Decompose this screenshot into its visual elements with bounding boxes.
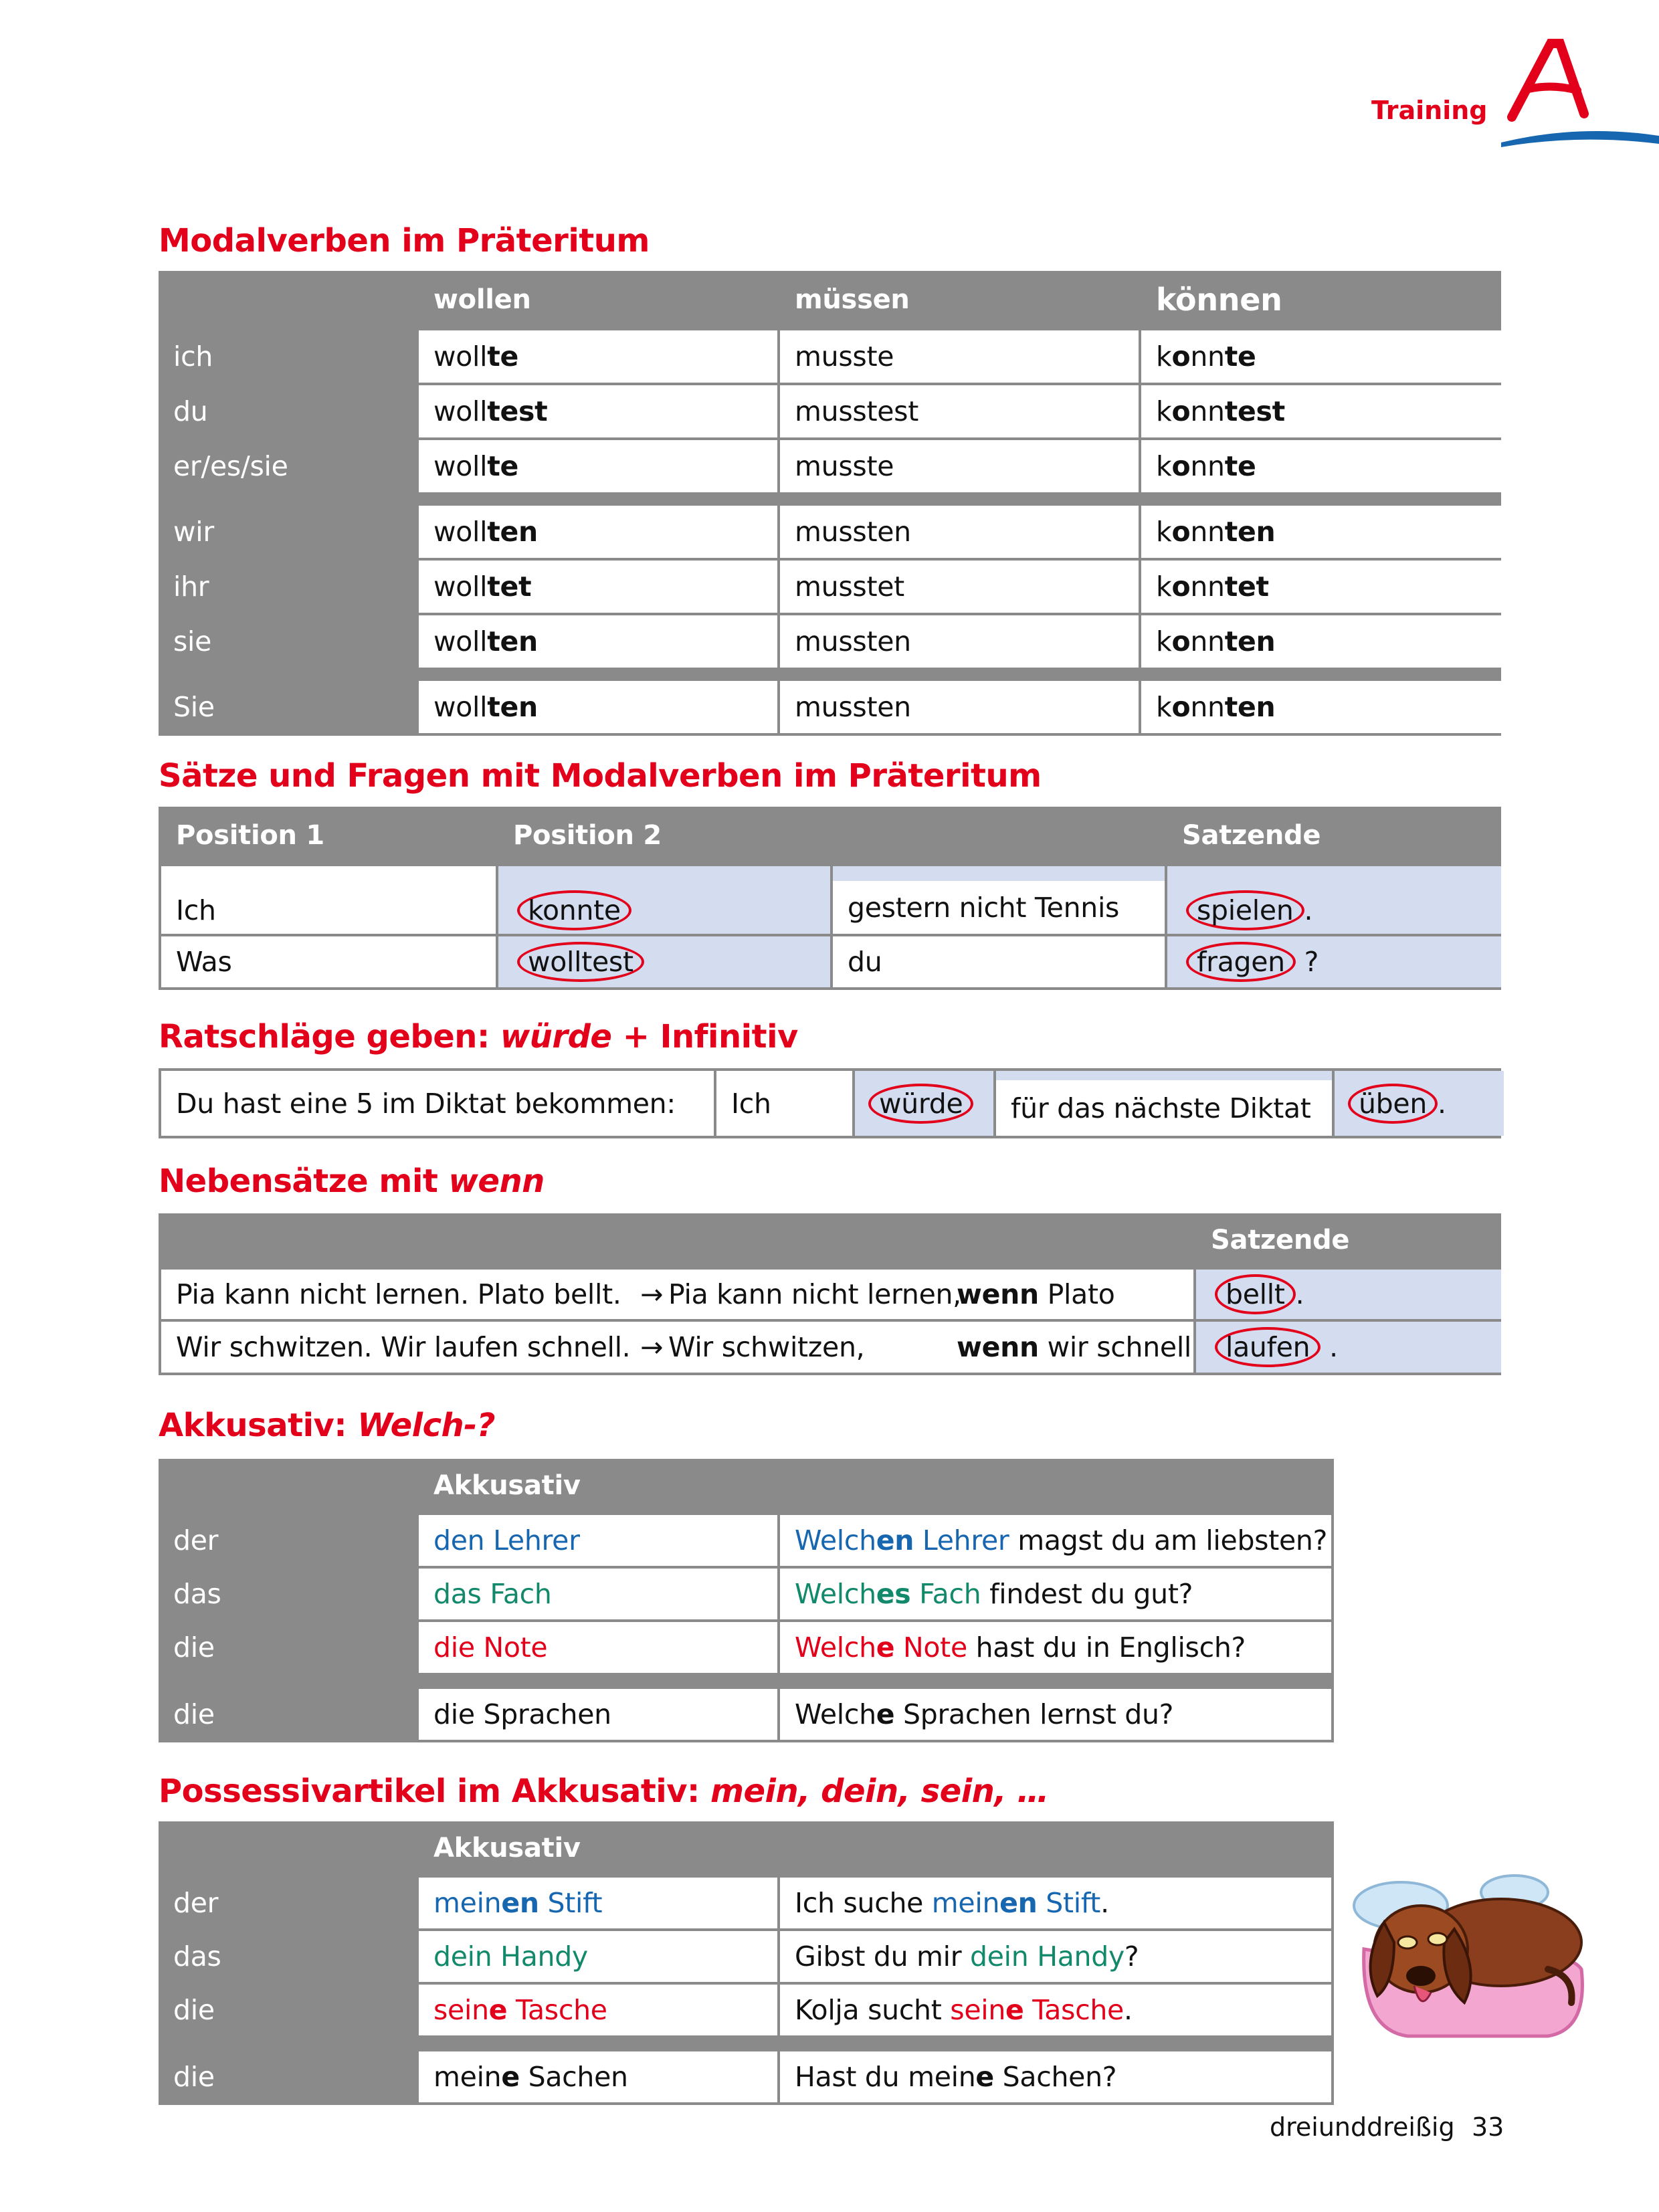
- text-segment: Sachen: [519, 2061, 628, 2093]
- title-part: wenn: [448, 1163, 545, 1200]
- text-segment: te: [487, 450, 519, 482]
- example-sentence-cell: [780, 1689, 1331, 1740]
- example-sentence-cell: [780, 1515, 1331, 1566]
- akkusativ-phrase-cell: [419, 1689, 777, 1740]
- group-separator: [780, 2038, 1331, 2049]
- text-segment: .: [1100, 1887, 1109, 1919]
- text-segment: mussten: [795, 625, 911, 658]
- text-segment: tet: [1224, 571, 1269, 603]
- text-segment: .: [1304, 894, 1313, 926]
- text-segment: wenn: [957, 1331, 1039, 1363]
- text-segment: o: [1171, 340, 1191, 373]
- text-segment: Sprachen lernst du?: [894, 1698, 1174, 1730]
- group-separator: [419, 670, 777, 678]
- column-header: Position 2: [513, 819, 662, 851]
- title-part: + Infinitiv: [611, 1018, 798, 1055]
- row-label-pronoun: du: [173, 395, 208, 427]
- akkusativ-phrase-cell: [419, 1622, 777, 1673]
- row-label-article: der: [173, 1887, 219, 1919]
- column-header: können: [1156, 281, 1282, 318]
- section-title-nebensaetze: [159, 1163, 545, 1200]
- wuerde-table: [159, 1068, 1501, 1138]
- text-segment: mein: [931, 1887, 1000, 1919]
- cell-satzende: [1167, 866, 1501, 934]
- cell-infinitiv: [1335, 1071, 1504, 1136]
- text-segment: hast du in Englisch?: [967, 1631, 1246, 1664]
- cell-subject: Ich: [716, 1071, 852, 1136]
- text-segment: ten: [1224, 691, 1276, 723]
- conjugation-cell: [419, 440, 777, 492]
- text-segment: o: [1171, 395, 1191, 427]
- cell-position1: Ich: [161, 866, 496, 934]
- text-segment: Stift: [1037, 1887, 1101, 1919]
- row-label-pronoun: ihr: [173, 571, 209, 603]
- text-segment: nn: [1190, 450, 1225, 482]
- conjugation-cell: [780, 385, 1139, 437]
- text-segment: mussten: [795, 516, 911, 548]
- text-segment: woll: [433, 625, 488, 658]
- cell-position2: [498, 936, 830, 987]
- text-segment: wenn: [957, 1278, 1039, 1310]
- example-sentence-cell: [780, 2051, 1331, 2102]
- text-segment: .: [1295, 1278, 1304, 1310]
- example-sentence-cell: [780, 1931, 1331, 1982]
- text-segment: o: [1171, 625, 1191, 658]
- main-clause: Pia kann nicht lernen,: [668, 1278, 961, 1310]
- title-part: Ratschläge geben:: [159, 1018, 500, 1055]
- title-part: Possessivartikel im Akkusativ:: [159, 1773, 710, 1810]
- text-segment: e: [1005, 1994, 1024, 2026]
- text-segment: test: [487, 395, 548, 427]
- header-empty: [833, 807, 1165, 864]
- header-empty: [159, 1821, 416, 1875]
- column-header: Akkusativ: [433, 1833, 581, 1864]
- text-segment: o: [1171, 571, 1191, 603]
- row-label-pronoun: sie: [173, 625, 212, 658]
- row-label-article: der: [173, 1524, 219, 1556]
- text-segment: te: [487, 340, 519, 373]
- group-separator: [1141, 670, 1501, 678]
- conjugation-cell: [780, 615, 1139, 668]
- conjugation-cell: [1141, 330, 1501, 383]
- text-segment: Welch: [795, 1631, 876, 1664]
- text-segment: mein: [433, 2061, 502, 2093]
- text-segment: sein: [950, 1994, 1006, 2026]
- text-segment: musstest: [795, 395, 918, 427]
- conjugation-cell: [1141, 440, 1501, 492]
- text-segment: es: [876, 1578, 911, 1610]
- text-segment: das Fach: [433, 1578, 552, 1610]
- group-separator: [780, 1676, 1331, 1686]
- cell-wuerde: [855, 1071, 993, 1136]
- text-segment: dein Handy: [433, 1940, 588, 1973]
- circled-word: spielen: [1186, 890, 1304, 930]
- conjugation-cell: [780, 681, 1139, 733]
- text-segment: Plato: [1038, 1278, 1115, 1310]
- akkusativ-phrase-cell: [419, 1985, 777, 2035]
- conjugation-cell: [419, 330, 777, 383]
- header-empty: [161, 1213, 1193, 1267]
- row-label-article: die: [173, 1631, 215, 1664]
- cell-middle: du: [833, 936, 1165, 987]
- section-title-modalverben: Modalverben im Präteritum: [159, 222, 650, 260]
- group-separator: [159, 1676, 416, 1686]
- text-segment: woll: [433, 395, 488, 427]
- example-sentence-cell: [780, 1569, 1331, 1619]
- column-header: Satzende: [1182, 819, 1321, 851]
- conjugation-cell: [1141, 506, 1501, 558]
- text-segment: k: [1156, 450, 1172, 482]
- text-segment: ?: [1124, 1940, 1139, 1973]
- circled-word: konnte: [517, 890, 631, 930]
- text-segment: o: [1171, 516, 1191, 548]
- text-segment: wir schnell: [1038, 1331, 1192, 1363]
- conjugation-cell: [1141, 681, 1501, 733]
- original-sentences: Wir schwitzen. Wir laufen schnell.: [176, 1331, 631, 1363]
- main-clause: Wir schwitzen,: [668, 1331, 865, 1363]
- section-title-saetze-fragen: Sätze und Fragen mit Modalverben im Präteritum: [159, 757, 1042, 795]
- text-segment: Kolja sucht: [795, 1994, 951, 2026]
- text-segment: test: [1224, 395, 1285, 427]
- text-segment: e: [876, 1631, 895, 1664]
- text-segment: nn: [1190, 395, 1225, 427]
- text-segment: sein: [433, 1994, 489, 2026]
- text-segment: Tasche: [1023, 1994, 1124, 2026]
- header-empty: [159, 1459, 416, 1512]
- position-table: [159, 807, 1501, 990]
- text-segment: Fach: [910, 1578, 981, 1610]
- text-segment: woll: [433, 450, 488, 482]
- circled-word: laufen: [1215, 1327, 1321, 1367]
- cell-position2: [498, 866, 830, 934]
- akkusativ-phrase-cell: [419, 1878, 777, 1928]
- possessiv-table: [159, 1821, 1334, 2105]
- group-separator: [159, 495, 416, 503]
- text-segment: Hast du mein: [795, 2061, 976, 2093]
- text-segment: die Note: [433, 1631, 548, 1664]
- cell-position1: Was: [161, 936, 496, 987]
- group-separator: [159, 670, 416, 678]
- text-segment: ten: [487, 516, 538, 548]
- cell-situation: Du hast eine 5 im Diktat bekommen:: [161, 1071, 714, 1136]
- row-label-article: das: [173, 1578, 221, 1610]
- text-segment: e: [501, 2061, 520, 2093]
- text-segment: nn: [1190, 516, 1225, 548]
- group-separator: [419, 495, 777, 503]
- group-separator: [780, 670, 1139, 678]
- text-segment: musste: [795, 450, 894, 482]
- text-segment: en: [501, 1887, 539, 1919]
- text-segment: woll: [433, 340, 488, 373]
- text-segment: musstet: [795, 571, 904, 603]
- group-separator: [159, 2038, 416, 2049]
- row-label-article: die: [173, 1994, 215, 2026]
- text-segment: .: [1438, 1087, 1446, 1120]
- text-segment: e: [488, 1994, 508, 2026]
- welch-table: [159, 1459, 1334, 1742]
- text-segment: Lehrer: [914, 1524, 1009, 1556]
- group-separator: [419, 2038, 777, 2049]
- text-segment: mein: [433, 1887, 502, 1919]
- modalverben-table: [159, 271, 1501, 736]
- akkusativ-phrase-cell: [419, 2051, 777, 2102]
- arrow-icon: →: [640, 1278, 664, 1310]
- wenn-table: [159, 1213, 1501, 1375]
- text-segment: nn: [1190, 691, 1225, 723]
- header-empty: [780, 1821, 1331, 1875]
- text-segment: tet: [487, 571, 532, 603]
- text-segment: o: [1171, 691, 1191, 723]
- text-segment: e: [975, 2061, 994, 2093]
- original-sentences: Pia kann nicht lernen. Plato bellt.: [176, 1278, 621, 1310]
- text-segment: .: [1321, 1331, 1338, 1363]
- title-part: Akkusativ:: [159, 1407, 358, 1444]
- column-header: Akkusativ: [433, 1470, 581, 1501]
- text-segment: Tasche: [507, 1994, 607, 2026]
- example-sentence-cell: [780, 1622, 1331, 1673]
- row-label-article: die: [173, 1698, 215, 1730]
- circled-word: fragen: [1186, 942, 1296, 982]
- cell-object: [996, 1071, 1332, 1136]
- text-segment: ten: [487, 691, 538, 723]
- title-part: würde: [500, 1018, 612, 1055]
- text-segment: magst du am liebsten?: [1009, 1524, 1328, 1556]
- row-label-pronoun: er/es/sie: [173, 450, 288, 482]
- wenn-clause: [957, 1278, 1115, 1310]
- text-segment: .: [1123, 1994, 1133, 2026]
- wenn-clause: [957, 1331, 1191, 1363]
- text-segment: k: [1156, 571, 1172, 603]
- text-segment: k: [1156, 625, 1172, 658]
- row-label-article: das: [173, 1940, 221, 1973]
- text-segment: en: [876, 1524, 914, 1556]
- text-segment: woll: [433, 691, 488, 723]
- akkusativ-phrase-cell: [419, 1515, 777, 1566]
- text-segment: nn: [1190, 571, 1225, 603]
- text-segment: k: [1156, 395, 1172, 427]
- text-segment: k: [1156, 340, 1172, 373]
- text-segment: Note: [894, 1631, 967, 1664]
- conjugation-cell: [419, 681, 777, 733]
- text-segment: k: [1156, 691, 1172, 723]
- conjugation-cell: [780, 561, 1139, 613]
- text-segment: musste: [795, 340, 894, 373]
- publisher-logo: [1498, 37, 1659, 147]
- text-segment: Welch: [795, 1578, 876, 1610]
- sentence-cell: [161, 1270, 1193, 1319]
- cell-middle-text: gestern nicht Tennis: [833, 881, 1165, 934]
- text-segment: te: [1224, 340, 1256, 373]
- text-segment: nn: [1190, 340, 1225, 373]
- group-separator: [780, 495, 1139, 503]
- text-segment: en: [999, 1887, 1038, 1919]
- circled-word: wolltest: [517, 942, 644, 982]
- page-number: 33: [1472, 2112, 1504, 2142]
- text-segment: ten: [1224, 516, 1276, 548]
- column-header: Satzende: [1211, 1225, 1350, 1255]
- text-segment: nn: [1190, 625, 1225, 658]
- arrow-icon: →: [640, 1331, 664, 1363]
- akkusativ-phrase-cell: [419, 1569, 777, 1619]
- text-segment: Gibst du mir: [795, 1940, 971, 1973]
- text-segment: ?: [1295, 946, 1319, 978]
- text-segment: te: [1224, 450, 1256, 482]
- page-number-word: dreiunddreißig: [1270, 2112, 1455, 2142]
- text-segment: woll: [433, 516, 488, 548]
- title-part: Welch-?: [357, 1407, 495, 1444]
- circled-word: würde: [868, 1084, 973, 1124]
- text-segment: k: [1156, 516, 1172, 548]
- row-label-article: die: [173, 2061, 215, 2093]
- row-label-pronoun: wir: [173, 516, 214, 548]
- section-title-akkusativ-welch: [159, 1407, 495, 1444]
- title-part: Nebensätze mit: [159, 1163, 449, 1200]
- circled-word: üben: [1348, 1084, 1438, 1124]
- column-header: müssen: [795, 284, 910, 315]
- text-segment: Ich suche: [795, 1887, 932, 1919]
- sentence-cell: [161, 1322, 1193, 1373]
- text-segment: Welch: [795, 1524, 876, 1556]
- text-segment: o: [1171, 450, 1191, 482]
- conjugation-cell: [1141, 561, 1501, 613]
- text-segment: den Lehrer: [433, 1524, 580, 1556]
- header-empty: [780, 1459, 1331, 1512]
- group-separator: [419, 1676, 777, 1686]
- conjugation-cell: [419, 506, 777, 558]
- text-segment: ten: [1224, 625, 1276, 658]
- column-header: Position 1: [176, 819, 324, 851]
- row-label-pronoun: ich: [173, 340, 213, 373]
- conjugation-cell: [1141, 385, 1501, 437]
- satzende-cell: [1196, 1322, 1501, 1373]
- text-segment: die Sprachen: [433, 1698, 611, 1730]
- dog-on-cushion-illustration: [1347, 1869, 1598, 2049]
- conjugation-cell: [419, 561, 777, 613]
- conjugation-cell: [1141, 615, 1501, 668]
- conjugation-cell: [780, 330, 1139, 383]
- akkusativ-phrase-cell: [419, 1931, 777, 1982]
- circled-word: bellt: [1215, 1274, 1296, 1314]
- conjugation-cell: [780, 440, 1139, 492]
- title-part: mein, dein, sein, …: [710, 1773, 1049, 1810]
- text-segment: e: [876, 1698, 895, 1730]
- section-title-ratschlaege: [159, 1018, 798, 1055]
- text-segment: dein Handy: [970, 1940, 1125, 1973]
- cell-middle: [833, 866, 1165, 934]
- text-segment: findest du gut?: [981, 1578, 1193, 1610]
- text-segment: mussten: [795, 691, 911, 723]
- header-empty: [159, 271, 416, 328]
- conjugation-cell: [780, 506, 1139, 558]
- cell-object-text: für das nächste Diktat: [996, 1080, 1332, 1136]
- example-sentence-cell: [780, 1878, 1331, 1928]
- cell-satzende: [1167, 936, 1501, 987]
- text-segment: Welch: [795, 1698, 876, 1730]
- row-label-pronoun: Sie: [173, 691, 215, 723]
- example-sentence-cell: [780, 1985, 1331, 2035]
- section-label: Training: [1371, 96, 1488, 125]
- section-title-possessivartikel: [159, 1773, 1049, 1810]
- column-header: wollen: [433, 284, 531, 315]
- group-separator: [1141, 495, 1501, 503]
- satzende-cell: [1196, 1270, 1501, 1319]
- text-segment: Stift: [539, 1887, 603, 1919]
- conjugation-cell: [419, 385, 777, 437]
- text-segment: woll: [433, 571, 488, 603]
- text-segment: Sachen?: [993, 2061, 1117, 2093]
- conjugation-cell: [419, 615, 777, 668]
- text-segment: ten: [487, 625, 538, 658]
